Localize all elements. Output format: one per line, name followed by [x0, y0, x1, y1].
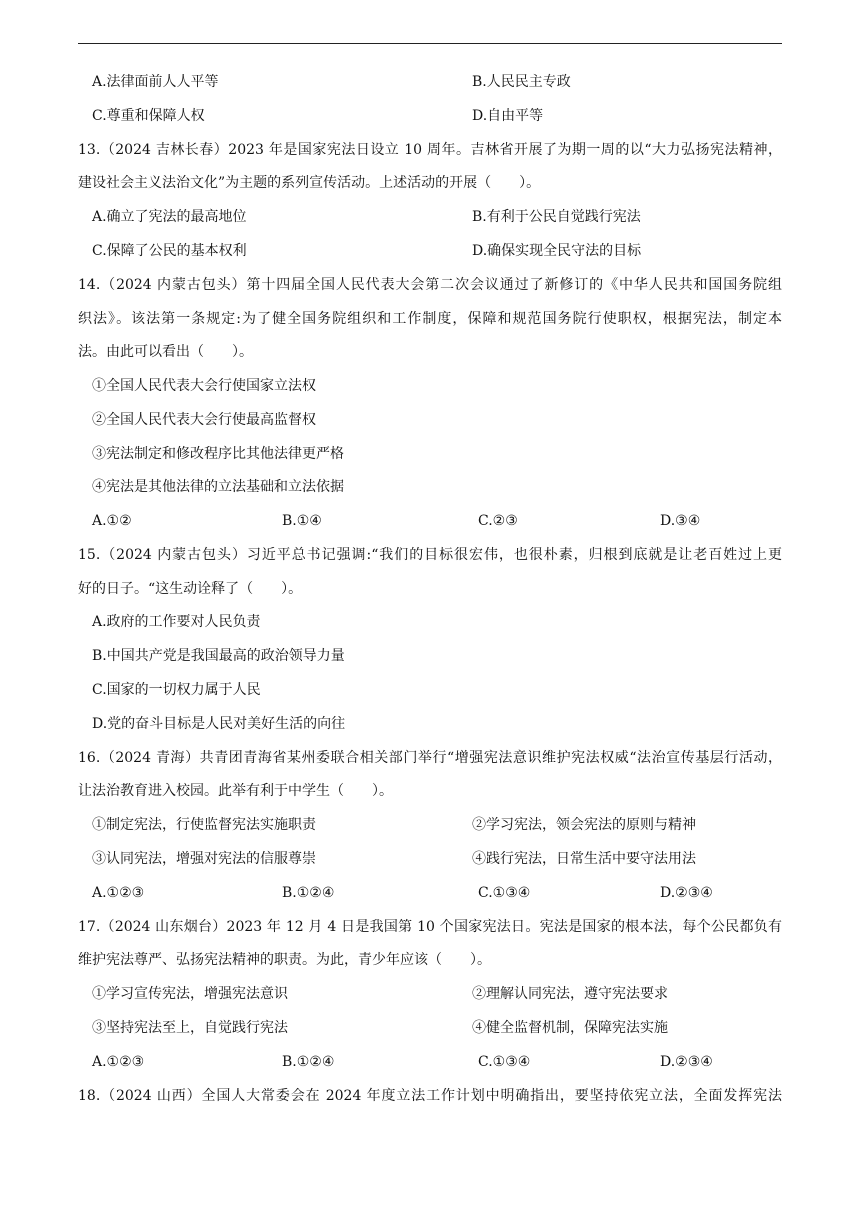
q17-statement-3: ③坚持宪法至上，自觉践行宪法	[92, 1020, 288, 1036]
q14-statement-3: ③宪法制定和修改程序比其他法律更严格	[92, 446, 344, 462]
q17-option-c: C.①③④	[478, 1054, 531, 1070]
q13-stem-line2: 建设社会主义法治文化”为主题的系列宣传活动。上述活动的开展（ ）。	[78, 175, 541, 191]
q17-stem-line2: 维护宪法尊严、弘扬宪法精神的职责。为此，青少年应该（ ）。	[78, 952, 491, 968]
q14-statement-1: ①全国人民代表大会行使国家立法权	[92, 378, 316, 394]
q16-statement-4: ④践行宪法，日常生活中要守法用法	[472, 851, 696, 867]
q14-option-c: C.②③	[478, 513, 518, 529]
q16-option-c: C.①③④	[478, 885, 531, 901]
q13-option-d: D.确保实现全民守法的目标	[472, 243, 642, 259]
q16-statement-2: ②学习宪法，领会宪法的原则与精神	[472, 817, 696, 833]
q17-statement-1: ①学习宣传宪法，增强宪法意识	[92, 986, 288, 1002]
q15-stem-line2: 好的日子。“这生动诠释了（ ）。	[78, 581, 303, 597]
q13-option-b: B.有利于公民自觉践行宪法	[472, 209, 641, 225]
q12-option-c: C.尊重和保障人权	[92, 108, 205, 124]
q17-statement-4: ④健全监督机制，保障宪法实施	[472, 1020, 668, 1036]
q16-statement-3: ③认同宪法，增强对宪法的信服尊崇	[92, 851, 316, 867]
q18-stem-line1: 18.（2024 山西）全国人大常委会在 2024 年度立法工作计划中明确指出，要坚持依宪立法，全面发挥宪法	[78, 1088, 782, 1104]
q14-statement-4: ④宪法是其他法律的立法基础和立法依据	[92, 479, 344, 495]
q12-option-d: D.自由平等	[472, 108, 544, 124]
q14-statement-2: ②全国人民代表大会行使最高监督权	[92, 412, 316, 428]
q16-option-a: A.①②③	[92, 885, 145, 901]
q16-option-b: B.①②④	[282, 885, 335, 901]
q17-option-a: A.①②③	[92, 1054, 145, 1070]
q17-stem-line1: 17.（2024 山东烟台）2023 年 12 月 4 日是我国第 10 个国家宪法日。宪法是国家的根本法，每个公民都负有	[78, 919, 782, 935]
q17-option-d: D.②③④	[660, 1054, 713, 1070]
q15-stem-line1: 15.（2024 内蒙古包头）习近平总书记强调:“我们的目标很宏伟，也很朴素，归根到底就是让老百姓过上更	[78, 547, 782, 563]
q16-stem-line2: 让法治教育进入校园。此举有利于中学生（ ）。	[78, 783, 393, 799]
q15-option-a: A.政府的工作要对人民负责	[92, 614, 261, 630]
q14-stem-line1: 14.（2024 内蒙古包头）第十四届全国人民代表大会第二次会议通过了新修订的《中华人民共和国国务院组	[78, 277, 782, 293]
q12-option-a: A.法律面前人人平等	[92, 74, 219, 90]
q14-option-b: B.①④	[282, 513, 322, 529]
q16-option-d: D.②③④	[660, 885, 713, 901]
q16-statement-1: ①制定宪法，行使监督宪法实施职责	[92, 817, 316, 833]
header-rule	[78, 43, 782, 44]
q14-stem-line2: 织法》。该法第一条规定:为了健全国务院组织和工作制度，保障和规范国务院行使职权，根据宪法，制定本	[78, 311, 782, 327]
q14-option-a: A.①②	[92, 513, 132, 529]
q13-option-c: C.保障了公民的基本权利	[92, 243, 247, 259]
q17-option-b: B.①②④	[282, 1054, 335, 1070]
q14-option-d: D.③④	[660, 513, 701, 529]
q13-option-a: A.确立了宪法的最高地位	[92, 209, 247, 225]
q16-stem-line1: 16.（2024 青海）共青团青海省某州委联合相关部门举行“增强宪法意识维护宪法权威“法治宣传基层行活动，	[78, 750, 782, 766]
q15-option-c: C.国家的一切权力属于人民	[92, 682, 261, 698]
q17-statement-2: ②理解认同宪法，遵守宪法要求	[472, 986, 668, 1002]
q15-option-b: B.中国共产党是我国最高的政治领导力量	[92, 648, 345, 664]
q13-stem-line1: 13.（2024 吉林长春）2023 年是国家宪法日设立 10 周年。吉林省开展了为期一周的以“大力弘扬宪法精神，	[78, 142, 782, 158]
q14-stem-line3: 法。由此可以看出（ ）。	[78, 344, 253, 360]
q12-option-b: B.人民民主专政	[472, 74, 571, 90]
q15-option-d: D.党的奋斗目标是人民对美好生活的向往	[92, 716, 346, 732]
